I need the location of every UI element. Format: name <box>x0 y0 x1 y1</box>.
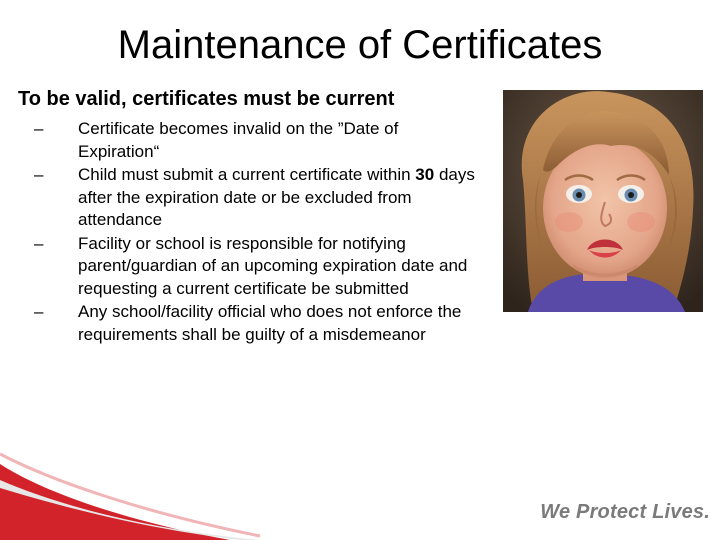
bullet-bold-number: 30 <box>415 165 435 184</box>
crying-child-illustration <box>503 90 703 312</box>
bullet-text <box>78 165 475 229</box>
bullet-text: Facility or school is responsible for notifying parent/guardian of an upcoming expiration date and requesting a current certificate be submitted <box>78 233 468 298</box>
slide-title: Maintenance of Certificates <box>117 23 603 67</box>
slide-subtitle: To be valid, certificates must be current <box>18 88 395 110</box>
bullet-item <box>34 164 484 232</box>
dash-marker: – <box>34 302 44 321</box>
bullet-item <box>34 118 484 163</box>
dash-marker: – <box>34 165 44 184</box>
bullet-text: Any school/facility official who does not enforce the requirements shall be guilty of a misdemeanor <box>78 302 462 344</box>
red-swoosh-decoration <box>0 440 720 540</box>
tagline: We Protect Lives. <box>540 501 710 523</box>
bullet-text-part: days after the expiration date or be excluded from attendance <box>78 165 475 229</box>
bullet-text: Certificate becomes invalid on the ”Date of Expiration“ <box>78 119 399 161</box>
bullet-text-part: Child must submit a current certificate within <box>78 165 416 184</box>
dash-marker: – <box>34 119 44 138</box>
bullet-item <box>34 301 484 346</box>
crying-child-photo <box>503 90 703 312</box>
bullet-item <box>34 233 484 301</box>
dash-marker: – <box>34 233 44 253</box>
bullet-list <box>34 118 484 347</box>
